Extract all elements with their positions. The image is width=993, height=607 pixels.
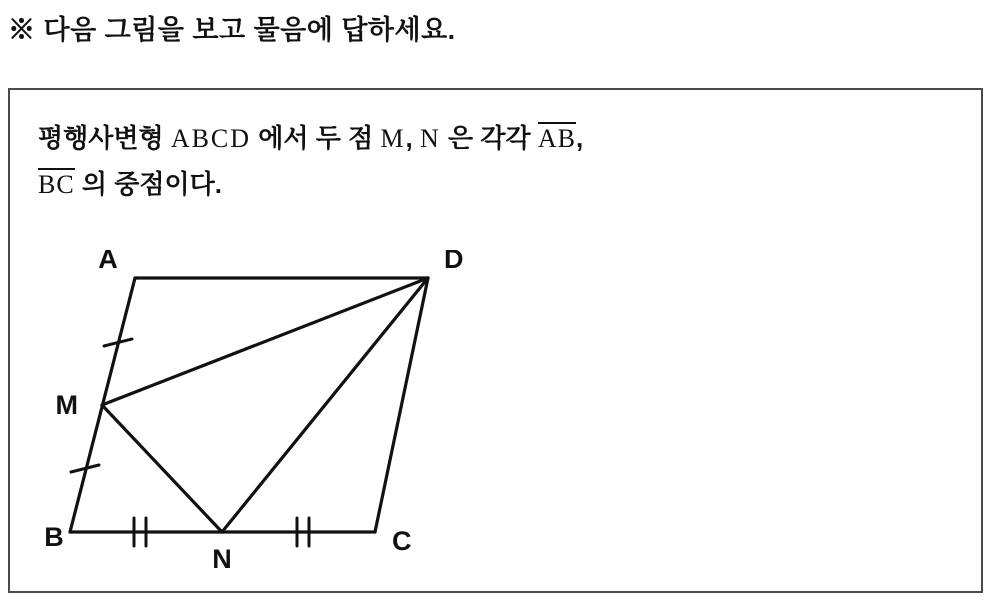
label-n: N: [420, 124, 441, 153]
segment-ab-overline: AB: [537, 124, 576, 153]
stem-part-1: 평행사변형: [38, 123, 171, 153]
segment-bc-overline: BC: [38, 169, 75, 199]
side-cd: [375, 278, 428, 532]
vertex-label-a: A: [98, 250, 118, 274]
vertex-label-d: D: [444, 250, 464, 274]
label-m: M: [380, 124, 406, 153]
problem-box: [8, 88, 983, 593]
stem-part-3: 은 각각: [440, 123, 538, 153]
parallelogram-figure: [30, 250, 480, 570]
stem-comma: ,: [405, 123, 420, 153]
segment-md: [102, 278, 428, 405]
problem-statement: [38, 116, 938, 207]
segment-nd: [222, 278, 428, 532]
stem-part-2: 에서 두 점: [251, 123, 381, 153]
stem-part-5: 의 중점이다.: [74, 168, 222, 199]
vertex-label-m: M: [55, 390, 78, 420]
vertex-label-n: N: [212, 544, 232, 570]
vertex-label-c: C: [392, 526, 412, 556]
stem-part-4: ,: [575, 123, 584, 153]
instruction-text: ※ 다음 그림을 보고 물음에 답하세요.: [8, 15, 456, 45]
segment-mn: [102, 405, 222, 532]
label-abcd: ABCD: [170, 124, 252, 153]
vertex-label-b: B: [44, 522, 64, 552]
